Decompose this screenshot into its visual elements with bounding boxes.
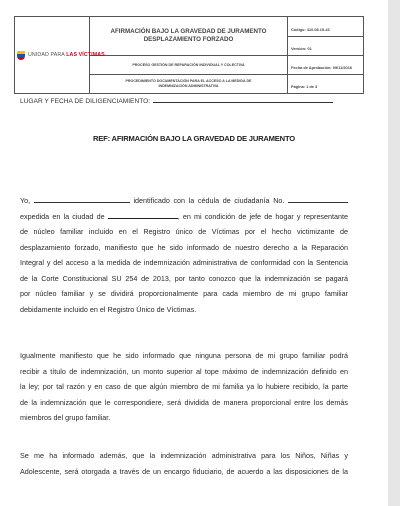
page-number-cell	[288, 75, 364, 94]
name-blank[interactable]	[34, 196, 130, 203]
code-cell	[288, 17, 364, 37]
document-code: Código: 410.08.15-43	[291, 26, 330, 32]
paragraph-1-line: de la Corte Constitucional SU 254 de 2013, por tanto conozco que la indemnización se pagará	[20, 273, 348, 283]
place-date-blank[interactable]	[153, 102, 333, 103]
procedure-cell	[90, 75, 288, 94]
paragraph-2	[20, 348, 348, 426]
id-number-blank[interactable]	[288, 196, 348, 203]
logo-cell	[15, 17, 105, 94]
paragraph-1-line: de núcleo familiar incluido en el Registro único de Víctimas por el hecho victimizante de	[20, 227, 348, 236]
place-date-label: LUGAR Y FECHA DE DILIGENCIAMIENTO:	[20, 98, 151, 105]
process-cell	[90, 56, 288, 75]
paragraph-1-line: debidamente incluido en el Registro Único de Víctimas.	[20, 304, 197, 314]
logo-emphasis: LAS VÍCTIMAS	[66, 52, 105, 58]
unidad-victimas-logo	[15, 51, 105, 60]
document-header-table	[14, 16, 364, 94]
page-number: Página: 1 de 3	[291, 84, 318, 89]
text-yo: Yo,	[20, 196, 31, 205]
version-cell	[288, 37, 364, 56]
city-blank[interactable]	[108, 212, 178, 219]
paragraph-2-line: Igualmente manifiesto que he sido informado que ninguna persona de mi grupo familiar podrá	[20, 351, 348, 360]
text-expedida: expedida en la ciudad de	[20, 211, 105, 221]
text-identified: identificado con la cédula de ciudadanía No.	[133, 196, 285, 205]
paragraph-1-line: por núcleo familiar y se dividirá proporcionalmente para cada miembro de mi grupo familiar	[20, 289, 348, 298]
paragraph-3	[20, 448, 348, 479]
reference-title: REF: AFIRMACIÓN BAJO LA GRAVEDAD DE JURAMENTO	[93, 134, 295, 143]
paragraph-2-line: de la indemnización que le correspondiere, será dividida de manera proporcional entre los demás	[20, 397, 348, 407]
paragraph-1	[20, 193, 348, 317]
paragraph-1-line: Integral y del acceso a la medida de indemnización administrativa de conformidad con la Sentencia	[20, 258, 348, 267]
paragraph-2-line: recibir a título de indemnización, un monto superior al tope máximo de indemnización definido en	[20, 366, 348, 376]
paragraph-1-line	[20, 209, 348, 225]
document-version: Versión: 01	[291, 46, 312, 51]
paragraph-3-line: Adolescente, será otorgada a través de un encargo fiduciario, de acuerdo a las disposiciones de la	[20, 466, 348, 476]
logo-prefix: UNIDAD PARA	[28, 52, 65, 58]
procedure-name-line2: INDEMNIZACIÓN ADMINISTRATIVA	[158, 84, 219, 88]
approval-date-cell	[288, 56, 364, 75]
process-name: PROCESO GESTIÓN DE REPARACIÓN INDIVIDUAL Y COLECTIVA	[132, 62, 245, 67]
text-condicion: , en mi condición de jefe de hogar y representante	[177, 211, 349, 221]
title-cell	[90, 17, 288, 56]
paragraph-2-line: miembros del grupo familiar.	[20, 413, 111, 422]
paragraph-1-line	[20, 193, 348, 209]
document-title-line1: AFIRMACIÓN BAJO LA GRAVEDAD DE JURAMENTO	[110, 27, 267, 35]
colombia-seal-icon	[17, 51, 25, 60]
approval-date: Fecha de Aprobación: 09/11/2016	[291, 65, 353, 70]
viewer-background	[388, 0, 400, 506]
paragraph-3-line: Se me ha informado además, que la indemnización administrativa para los Niños, Niñas y	[20, 451, 348, 460]
procedure-name-line1: PROCEDIMIENTO DOCUMENTACIÓN PARA EL ACCESO A LA MEDIDA DE	[125, 79, 252, 84]
paragraph-1-line: desplazamiento forzado, manifiesto que he sido informado de nuestro derecho a la Reparación	[20, 242, 348, 252]
paragraph-2-line: la ley; por tal razón y en caso de que algún miembro de mi familia ya lo hubiere recibido, la parte	[20, 382, 348, 391]
document-title-line2: DESPLAZAMIENTO FORZADO	[143, 36, 234, 43]
place-date-field	[20, 98, 333, 105]
